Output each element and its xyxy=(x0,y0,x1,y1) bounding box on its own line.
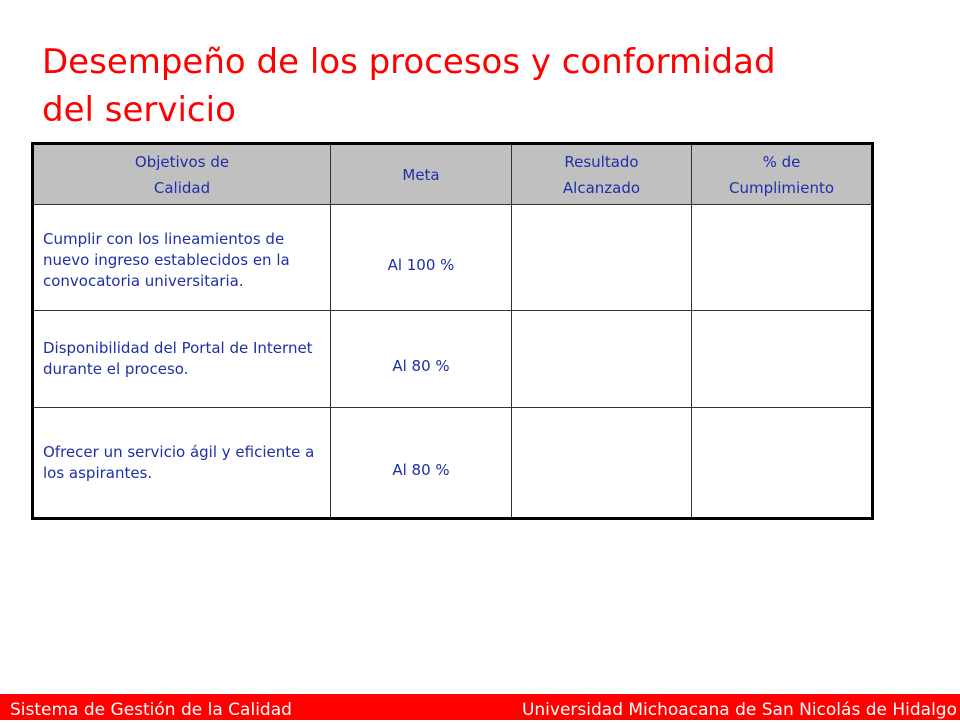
footer-system-name: Sistema de Gestión de la Calidad xyxy=(10,700,292,720)
result-cell xyxy=(512,205,692,311)
compliance-cell xyxy=(692,311,873,408)
slide-title xyxy=(42,38,922,134)
result-cell xyxy=(512,408,692,519)
result-cell xyxy=(512,311,692,408)
goal-cell xyxy=(331,205,512,311)
compliance-cell xyxy=(692,408,873,519)
goal-value: Al 80 % xyxy=(392,460,450,479)
header-goal-label: Meta xyxy=(402,165,440,184)
table-header-row xyxy=(33,144,873,205)
header-result xyxy=(512,144,692,205)
header-result-line-2: Alcanzado xyxy=(562,178,641,197)
table-row xyxy=(33,205,873,311)
objective-cell: Ofrecer un servicio ágil y eficiente a los aspirantes. xyxy=(33,408,331,519)
quality-objectives-table xyxy=(31,142,874,520)
footer-bar xyxy=(0,694,960,720)
objective-cell: Cumplir con los lineamientos de nuevo ingreso establecidos en la convocatoria universitaria. xyxy=(33,205,331,311)
goal-value: Al 80 % xyxy=(392,357,450,375)
header-compliance xyxy=(692,144,873,205)
table-header xyxy=(33,144,873,205)
slide-title-line-2: del servicio xyxy=(42,90,236,130)
goal-cell xyxy=(331,408,512,519)
header-result-line-1: Resultado xyxy=(564,152,639,171)
header-compliance-line-1: % de xyxy=(762,152,801,171)
table-body xyxy=(33,205,873,519)
table-row xyxy=(33,311,873,408)
header-quality-objectives-line-2: Calidad xyxy=(153,178,211,197)
objective-cell: Disponibilidad del Portal de Internet durante el proceso. xyxy=(33,311,331,408)
footer-university-name: Universidad Michoacana de San Nicolás de Hidalgo xyxy=(521,700,957,720)
header-quality-objectives-line-1: Objetivos de xyxy=(134,152,230,171)
table-row xyxy=(33,408,873,519)
header-quality-objectives xyxy=(33,144,331,205)
header-goal xyxy=(331,144,512,205)
goal-value: Al 100 % xyxy=(387,255,455,274)
goal-cell xyxy=(331,311,512,408)
slide-title-line-1: Desempeño de los procesos y conformidad xyxy=(42,42,776,82)
compliance-cell xyxy=(692,205,873,311)
header-compliance-line-2: Cumplimiento xyxy=(728,178,835,197)
